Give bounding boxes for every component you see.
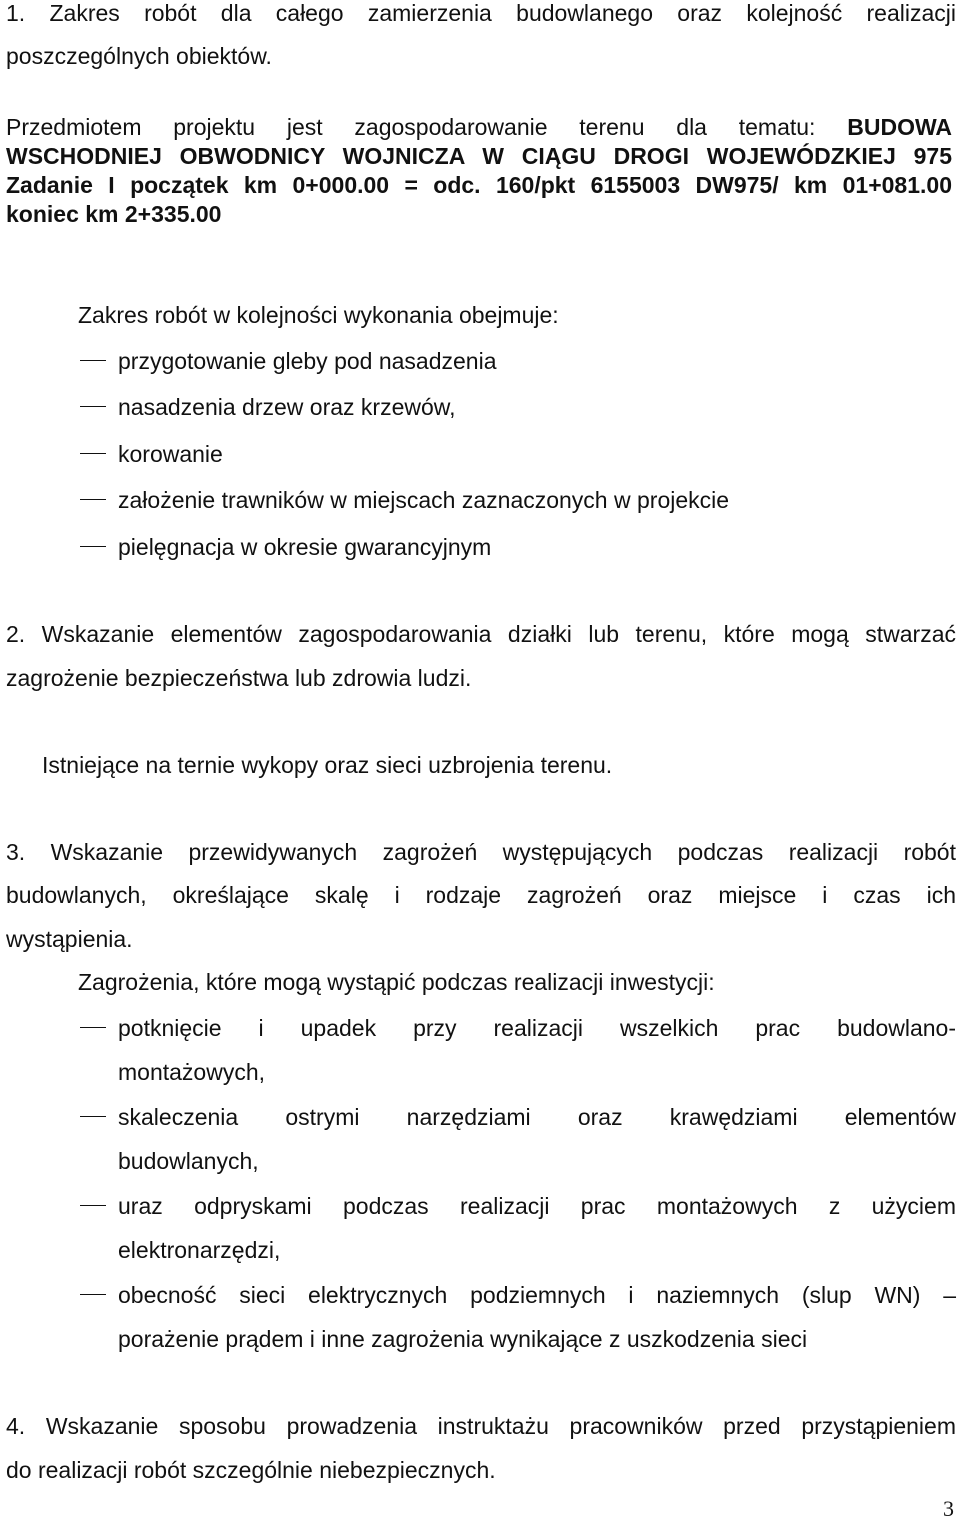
dash-bullet-icon bbox=[80, 1116, 106, 1117]
dash-bullet-icon bbox=[80, 360, 106, 361]
section1-heading-line1: 1. Zakres robót dla całego zamierzenia budowlanego oraz kolejność realizacji bbox=[6, 0, 956, 26]
section1-intro-line1 bbox=[6, 114, 952, 141]
scope-item: przygotowanie gleby pod nasadzenia bbox=[118, 348, 497, 374]
dash-bullet-icon bbox=[80, 1027, 106, 1028]
hazard-item-line1: obecność sieci elektrycznych podziemnych i naziemnych (slup WN) – bbox=[118, 1282, 956, 1308]
section2-body: Istniejące na ternie wykopy oraz sieci uzbrojenia terenu. bbox=[42, 752, 613, 778]
section1-project-title-line4: koniec km 2+335.00 bbox=[6, 201, 222, 227]
section1-intro-bold: BUDOWA bbox=[847, 114, 953, 140]
section3-heading-line2: budowlanych, określające skalę i rodzaje zagrożeń oraz miejsce i czas ich bbox=[6, 882, 956, 908]
hazards-intro: Zagrożenia, które mogą wystąpić podczas realizacji inwestycji: bbox=[78, 969, 715, 995]
section3-heading-line1: 3. Wskazanie przewidywanych zagrożeń występujących podczas realizacji robót bbox=[6, 839, 956, 865]
scope-item: nasadzenia drzew oraz krzewów, bbox=[118, 394, 456, 420]
hazard-item-line1: potknięcie i upadek przy realizacji wszelkich prac budowlano- bbox=[118, 1015, 956, 1041]
section4-heading-line1: 4. Wskazanie sposobu prowadzenia instruktażu pracowników przed przystąpieniem bbox=[6, 1413, 956, 1439]
dash-bullet-icon bbox=[80, 546, 106, 547]
hazard-item-line1: skaleczenia ostrymi narzędziami oraz krawędziami elementów bbox=[118, 1104, 956, 1130]
dash-bullet-icon bbox=[80, 406, 106, 407]
section2-heading-line1: 2. Wskazanie elementów zagospodarowania działki lub terenu, które mogą stwarzać bbox=[6, 621, 956, 647]
hazard-item-line2: budowlanych, bbox=[118, 1148, 259, 1174]
section2-heading-line2: zagrożenie bezpieczeństwa lub zdrowia ludzi. bbox=[6, 665, 472, 691]
section4-heading-line2: do realizacji robót szczególnie niebezpiecznych. bbox=[6, 1457, 496, 1483]
section1-project-title-line2: WSCHODNIEJ OBWODNICY WOJNICZA W CIĄGU DROGI WOJEWÓDZKIEJ 975 bbox=[6, 143, 952, 169]
section3-heading-line3: wystąpienia. bbox=[6, 926, 133, 952]
section1-heading-line2: poszczególnych obiektów. bbox=[6, 43, 272, 69]
section1-project-title-line3: Zadanie I początek km 0+000.00 = odc. 160/pkt 6155003 DW975/ km 01+081.00 bbox=[6, 172, 952, 198]
scope-item: założenie trawników w miejscach zaznaczonych w projekcie bbox=[118, 487, 730, 513]
section1-intro-normal: Przedmiotem projektu jest zagospodarowanie terenu dla tematu: bbox=[6, 114, 816, 140]
dash-bullet-icon bbox=[80, 499, 106, 500]
hazard-item-line2: elektronarzędzi, bbox=[118, 1237, 281, 1263]
hazard-item-line1: uraz odpryskami podczas realizacji prac montażowych z użyciem bbox=[118, 1193, 956, 1219]
scope-item: korowanie bbox=[118, 441, 223, 467]
hazard-item-line2: porażenie prądem i inne zagrożenia wynikające z uszkodzenia sieci bbox=[118, 1326, 808, 1352]
scope-item: pielęgnacja w okresie gwarancyjnym bbox=[118, 534, 492, 560]
hazard-item-line2: montażowych, bbox=[118, 1059, 266, 1085]
page-number: 3 bbox=[943, 1496, 954, 1521]
scope-intro: Zakres robót w kolejności wykonania obejmuje: bbox=[78, 302, 559, 328]
dash-bullet-icon bbox=[80, 453, 106, 454]
dash-bullet-icon bbox=[80, 1294, 106, 1295]
dash-bullet-icon bbox=[80, 1205, 106, 1206]
